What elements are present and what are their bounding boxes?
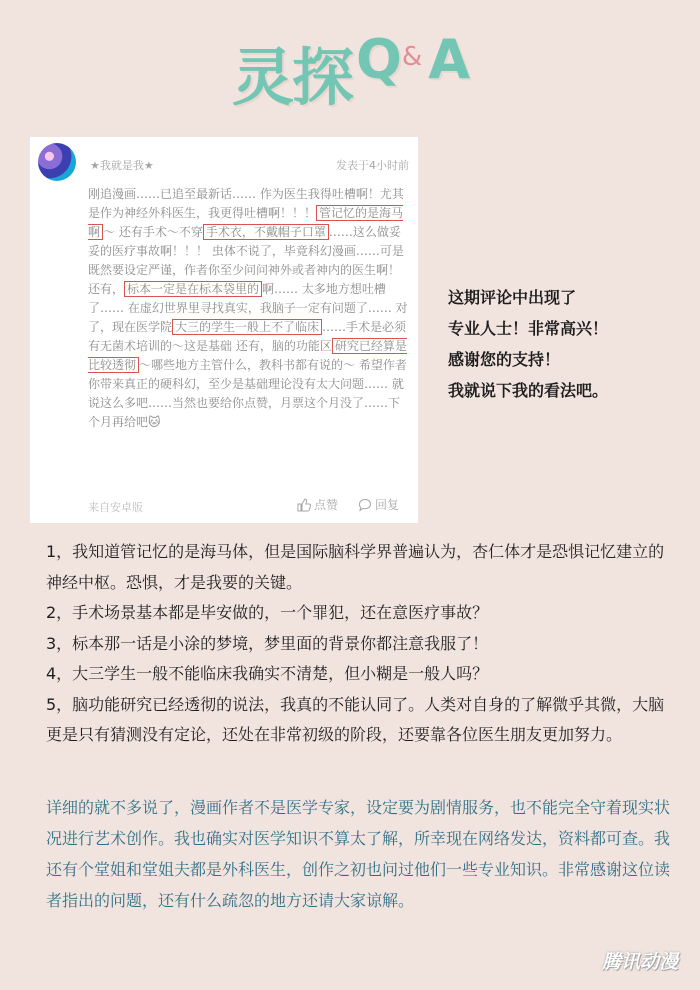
chat-bubble-icon [358,498,372,515]
highlighted-phrase: 大三的学生一般上不了临床 [172,319,322,335]
watermark-logo: 腾讯动漫 [601,951,678,973]
comment-card [30,137,418,523]
reply-button[interactable] [358,496,399,515]
side-note-line: 感谢您的支持！ [448,350,561,369]
thumbs-up-icon [297,498,311,515]
answer-list [46,537,666,751]
comment-username[interactable]: ★我就是我★ [90,159,154,172]
like-button[interactable] [297,496,338,515]
comment-device: 来自安卓版 [88,501,143,514]
answer-item: 1，我知道管记忆的是海马体，但是国际脑科学界普遍认为，杏仁体才是恐惧记忆建立的神经中枢。恐惧，才是我要的关键。 [46,542,665,592]
logo-q: Q [356,28,400,91]
comment-text-segment: ……这么做妥妥的医疗事故啊！！！ 虫体不说了，毕竟科幻漫画……可是既然要设定严谨，作者你至少问问神外或者神内的医生啊！ 还有， [88,225,404,296]
highlighted-phrase: 管记忆的是海马啊 [88,206,404,239]
answer-item: 2，手术场景基本都是毕安做的，一个罪犯，还在意医疗事故？ [46,603,489,622]
like-label: 点赞 [314,498,339,512]
answer-item: 3，标本那一话是小涂的梦境，梦里面的背景你都注意我服了！ [46,633,489,653]
answer-item: 5，脑功能研究已经透彻的说法，我真的不能认同了。人类对自身的了解微乎其微，大脑更是只有猜测没有定论，还处在非常初级的阶段，还要靠各位医生朋友更加努力。 [46,694,665,744]
side-note-line: 专业人士！非常高兴！ [448,319,609,338]
highlighted-phrase: 研究已经算是比较透彻 [88,339,407,372]
avatar[interactable] [38,143,76,181]
highlighted-phrase: 标本一定是在标本袋里的 [124,281,262,297]
comment-text-segment: ……手术是必须有无菌术培训的～这是基础 还有，脑的功能区 [88,320,407,353]
highlighted-phrase: 手术衣，不戴帽子口罩 [203,224,329,240]
comment-post-time: 发表于4小时前 [336,159,409,172]
author-side-note [448,282,688,406]
closing-paragraph: 详细的就不多说了，漫画作者不是医学专家，设定要为剧情服务，也不能完全守着现实状况进行艺术创作。我也确实对医学知识不算太了解，所幸现在网络发达，资料都可查。我还有个堂姐和堂姐夫都是外科医生，创作之初也问过他们一些专业知识。非常感谢这位读者指出的问题，还有什么疏忽的地方还请大家谅解。 [46,798,671,910]
answer-item: 4，大三学生一般不能临床我确实不清楚，但小糊是一般人吗？ [46,664,489,683]
comment-text-segment: ～哪些地方主管什么，教科书都有说的～ 希望作者你带来真正的硬科幻，至少是基础理论没有太大问题…… 就说这么多吧……当然也要给你点赞，月票这个月没了……下个月再给吧🐱 [88,358,407,429]
side-note-line: 我就说下我的看法吧。 [448,381,609,400]
reply-label: 回复 [375,498,400,512]
logo-main-text: 灵探 [232,41,353,114]
side-note-line: 这期评论中出现了 [448,288,577,307]
comment-text-segment: ～ 还有手术～不穿 [103,225,203,239]
comment-body [88,185,408,432]
comment-text-segment: 刚追漫画……已追至最新话…… 作为医生我得吐槽啊！尤其是作为神经外科医生，我更得吐槽啊！！！ [88,187,404,220]
page-logo [0,28,700,117]
logo-a: A [428,28,468,91]
comment-text-segment: 啊…… 太多地方想吐槽了…… 在虚幻世界里寻找真实，我脑子一定有问题了…… 对了，现在医学院 [88,282,408,334]
logo-amp: & [401,42,423,72]
